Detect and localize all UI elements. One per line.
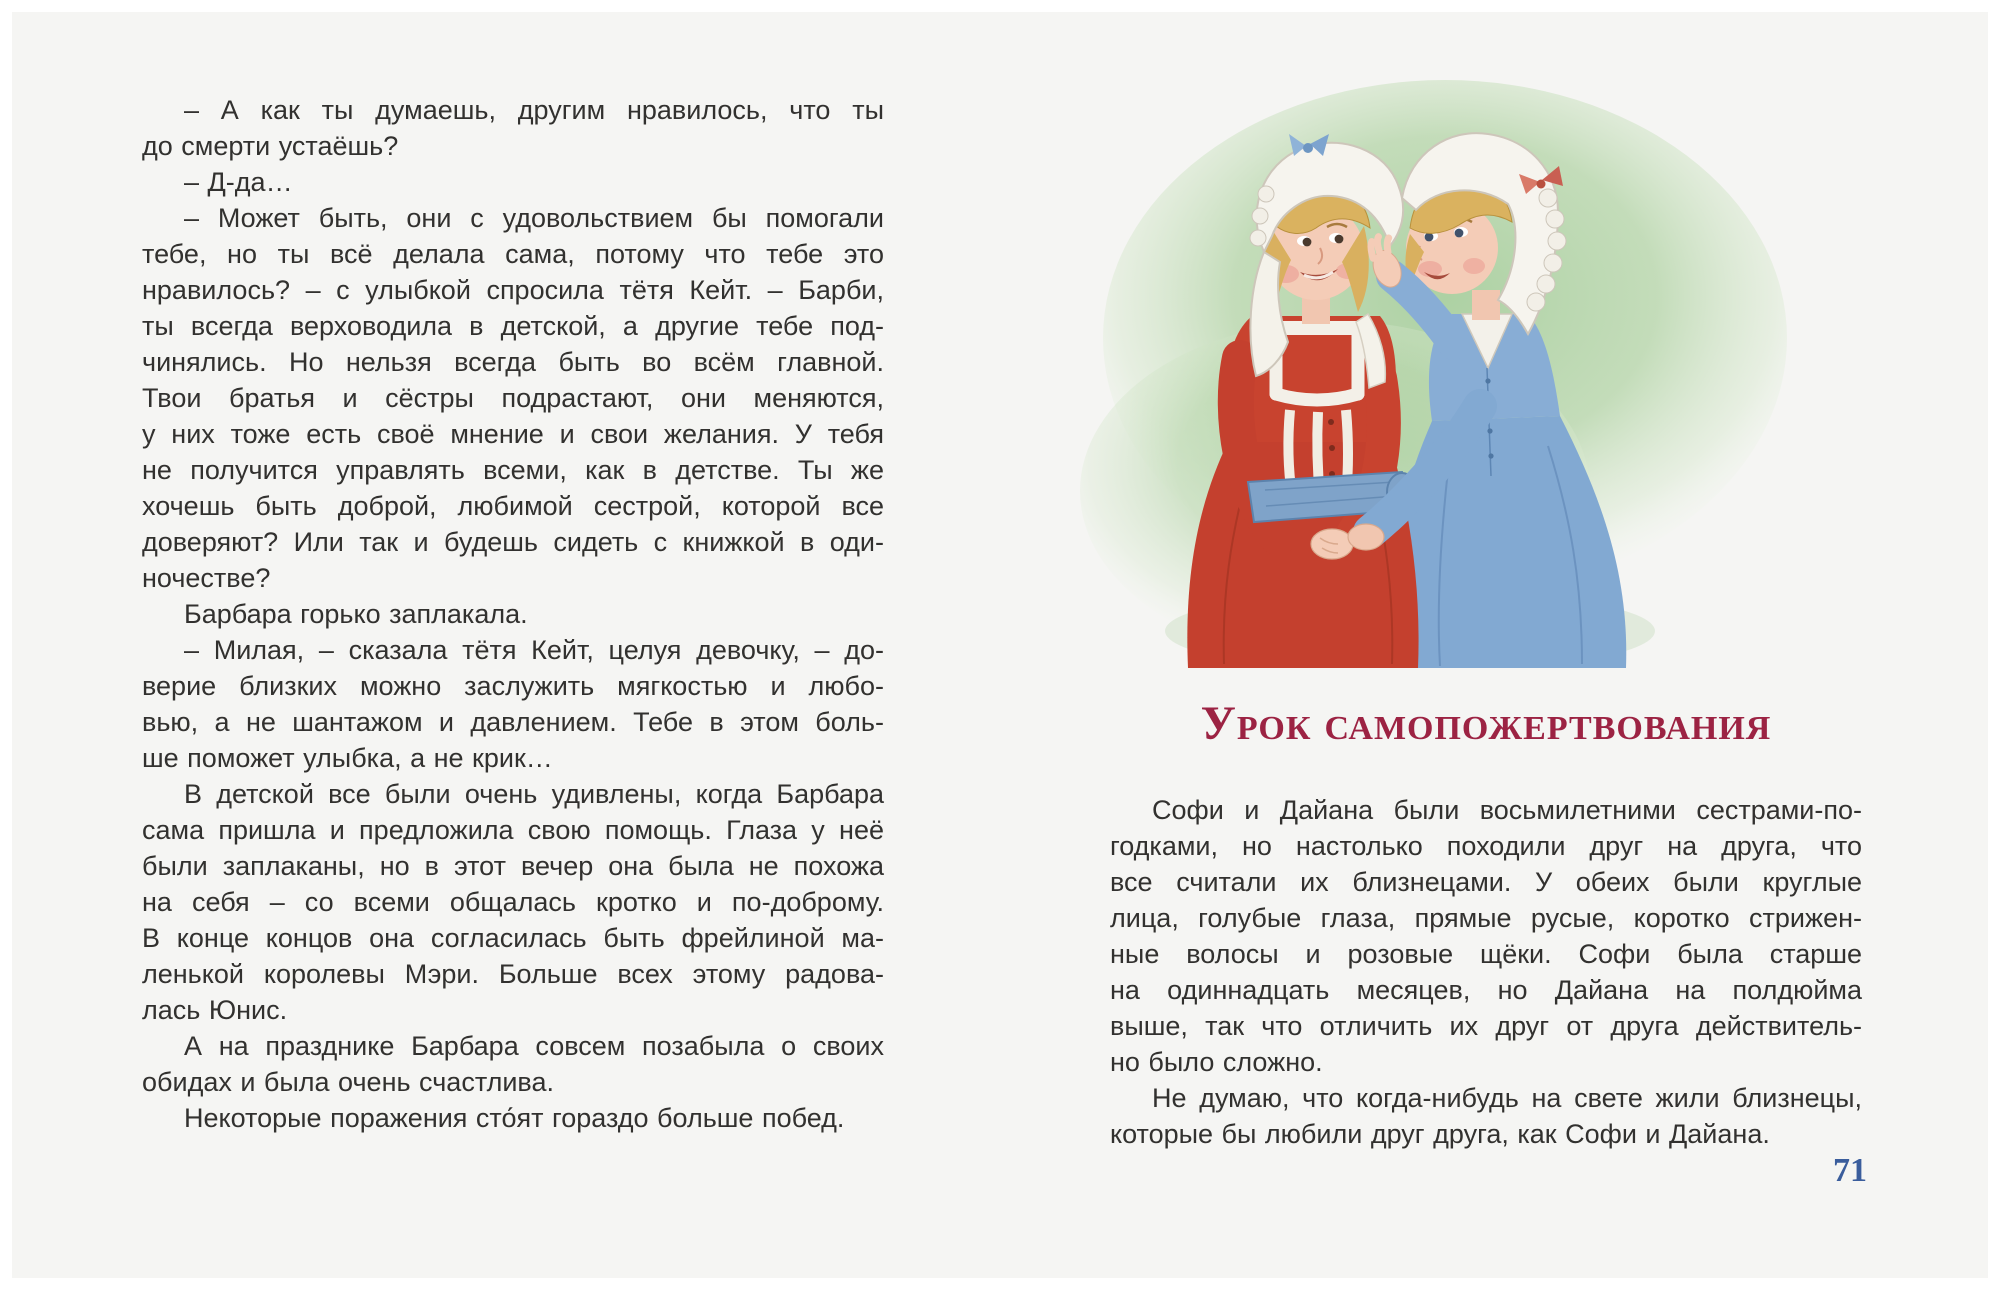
text-line: все считали их близнецами. У обеих были круглые: [1110, 867, 1862, 897]
text-line: Софи и Дайана были восьмилетними сестрами-по-: [1152, 795, 1862, 825]
text-line: Барбара горько заплакала.: [184, 599, 528, 629]
text-line: доверяют? Или так и будешь сидеть с книжкой в оди-: [142, 527, 884, 557]
text-line: – Д-да…: [184, 167, 293, 197]
text-line: В детской все были очень удивлены, когда Барбара: [184, 779, 884, 809]
text-line: вью, а не шантажом и давлением. Тебе в этом боль-: [142, 707, 884, 737]
text-line: верие близких можно заслужить мягкостью и любо-: [142, 671, 884, 701]
text-line: у них тоже есть своё мнение и свои желания. У тебя: [142, 419, 884, 449]
text-line: – Милая, – сказала тётя Кейт, целуя девочку, – до-: [184, 635, 884, 665]
text-line: на себя – со всеми общалась кротко и по-доброму.: [142, 887, 884, 917]
text-line: хочешь быть доброй, любимой сестрой, которой все: [142, 491, 884, 521]
text-line: Некоторые поражения сто́ят гораздо больше побед.: [184, 1103, 845, 1133]
text-line: нравилось? – с улыбкой спросила тётя Кейт. – Барби,: [142, 275, 884, 305]
text-line: сама пришла и предложила свою помощь. Глаза у неё: [142, 815, 884, 845]
text-line: ные волосы и розовые щёки. Софи была старше: [1110, 939, 1862, 969]
right-text-column: [1110, 792, 1862, 1152]
text-line: А на празднике Барбара совсем позабыла о своих: [184, 1031, 884, 1061]
text-line: до смерти устаёшь?: [142, 131, 399, 161]
text-line: обидах и была очень счастлива.: [142, 1067, 554, 1097]
text-line: – Может быть, они с удовольствием бы помогали: [184, 203, 884, 233]
text-line: В конце концов она согласилась быть фрейлиной ма-: [142, 923, 884, 953]
text-line: – А как ты думаешь, другим нравилось, что ты: [184, 95, 884, 125]
page-number: 71: [1833, 1152, 1867, 1189]
left-text-column: [142, 92, 884, 1136]
text-line: Не думаю, что когда-нибудь на свете жили близнецы,: [1152, 1083, 1862, 1113]
two-girls-whispering-drawing: [1080, 76, 1790, 668]
illustration-two-girls: [1080, 76, 1790, 668]
text-line: тебе, но ты всё делала сама, потому что тебе это: [142, 239, 884, 269]
text-line: на одиннадцать месяцев, но Дайана на полдюйма: [1110, 975, 1862, 1005]
text-line: чинялись. Но нельзя всегда быть во всём главной.: [142, 347, 884, 377]
text-line: но было сложно.: [1110, 1047, 1323, 1077]
chapter-title: Урок самопожертвования: [1200, 697, 1772, 750]
text-line: ночестве?: [142, 563, 271, 593]
text-line: лась Юнис.: [142, 995, 288, 1025]
text-line: лица, голубые глаза, прямые русые, коротко стрижен-: [1110, 903, 1862, 933]
text-line: ты всегда верховодила в детской, а другие тебе под-: [142, 311, 884, 341]
text-line: годками, но настолько походили друг на друга, что: [1110, 831, 1862, 861]
text-line: которые бы любили друг друга, как Софи и Дайана.: [1110, 1119, 1770, 1149]
text-line: выше, так что отличить их друг от друга действитель-: [1110, 1011, 1862, 1041]
book-spread: [12, 12, 1988, 1278]
text-line: ше поможет улыбка, а не крик…: [142, 743, 553, 773]
text-line: ленькой королевы Мэри. Больше всех этому радова-: [142, 959, 884, 989]
text-line: не получится управлять всеми, как в детстве. Ты же: [142, 455, 884, 485]
text-line: Твои братья и сёстры подрастают, они меняются,: [142, 383, 884, 413]
text-line: были заплаканы, но в этот вечер она была не похожа: [142, 851, 884, 881]
